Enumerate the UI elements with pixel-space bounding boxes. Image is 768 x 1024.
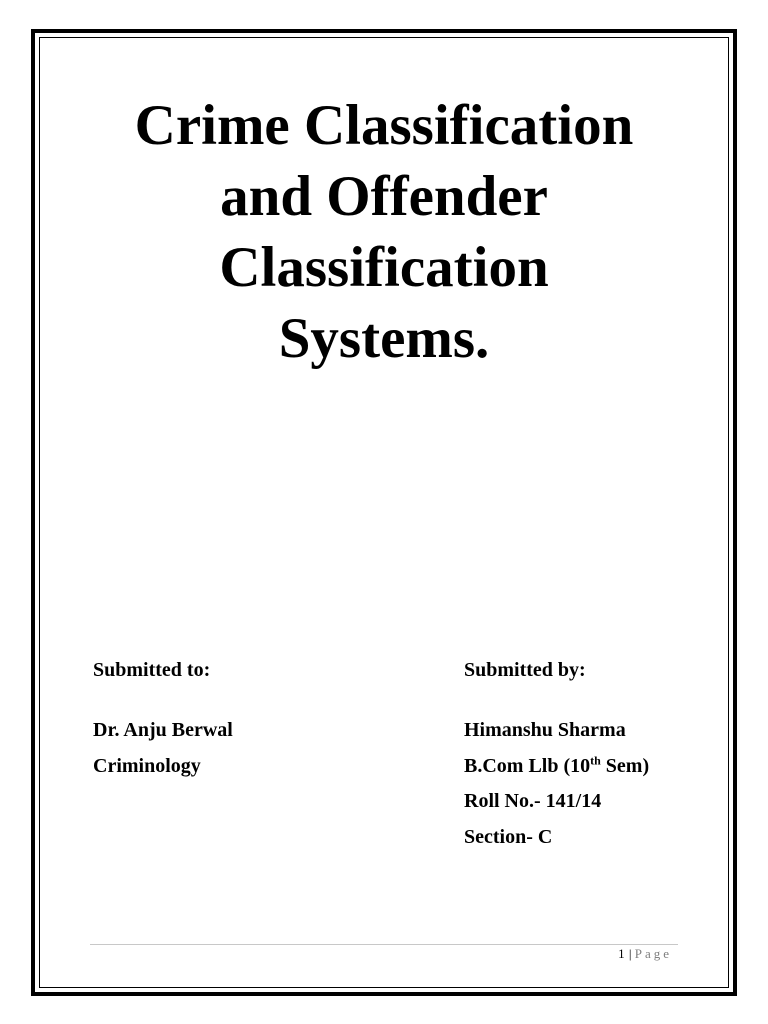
submitted-by-heading: Submitted by: <box>464 659 586 681</box>
document-title <box>40 90 728 374</box>
title-line-2: and Offender <box>220 165 548 228</box>
title-line-3: Classification <box>219 236 549 299</box>
submitted-by-course <box>464 754 649 778</box>
title-line-1: Crime Classification <box>134 94 634 157</box>
submitted-by-roll: Roll No.- 141/14 <box>464 790 602 812</box>
title-line-4: Systems. <box>278 307 490 370</box>
page-separator: | <box>625 946 635 961</box>
course-prefix: B.Com Llb (10 <box>464 755 591 777</box>
page-number: 1 <box>618 946 626 961</box>
submitted-to-name: Dr. Anju Berwal <box>93 719 233 741</box>
submitted-by-name: Himanshu Sharma <box>464 719 626 741</box>
submitted-to-subject: Criminology <box>93 755 201 777</box>
submitted-by-section: Section- C <box>464 826 553 848</box>
footer-divider <box>90 944 678 945</box>
course-superscript: th <box>590 753 601 768</box>
page-footer <box>618 946 672 962</box>
submitted-to-heading: Submitted to: <box>93 659 211 681</box>
page-word: Page <box>634 946 672 961</box>
course-suffix: Sem) <box>600 755 650 777</box>
